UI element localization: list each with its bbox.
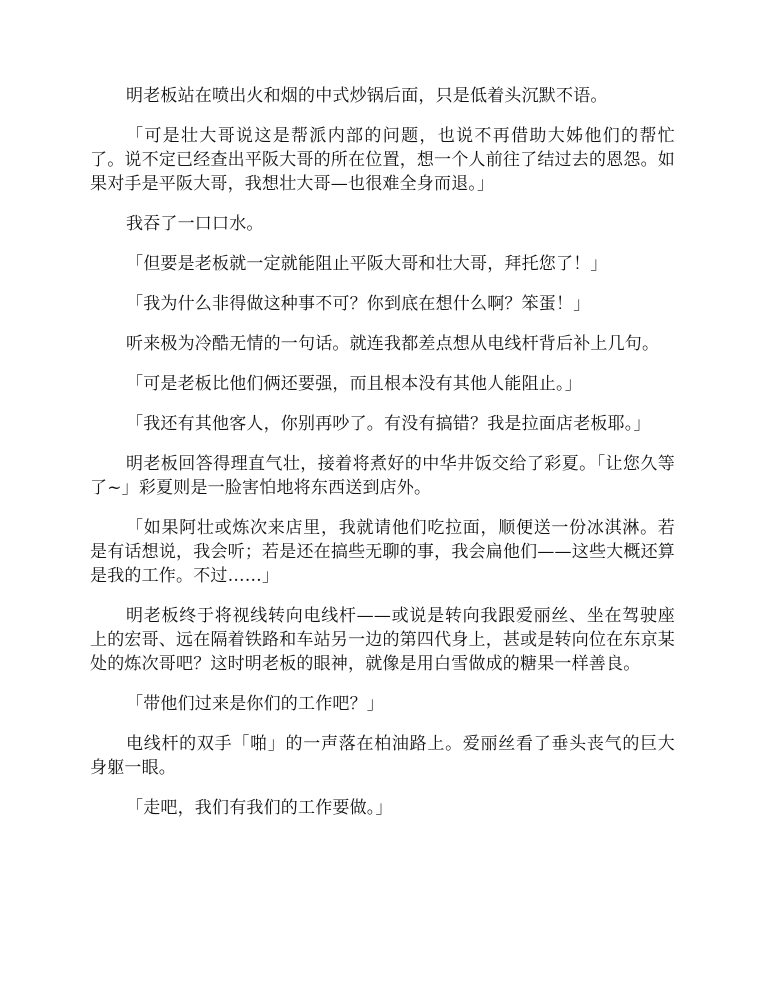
paragraph: 「我还有其他客人，你别再吵了。有没有搞错？我是拉面店老板耶。」 (126, 414, 651, 434)
paragraph: 明老板回答得理直气壮，接着将煮好的中华井饭交给了彩夏。「让您久等了~」彩夏则是一脸害怕地将东西送到店外。 (90, 454, 675, 498)
paragraph: 电线杆的双手「啪」的一声落在柏油路上。爱丽丝看了垂头丧气的巨大身躯一眼。 (90, 734, 675, 778)
paragraph: 明老板终于将视线转向电线杆——或说是转向我跟爱丽丝、坐在驾驶座上的宏哥、远在隔着铁路和车站另一边的第四代身上，甚或是转向位在东京某处的炼次哥吧？这时明老板的眼神，就像是用白雪做成的糖果一样善良。 (90, 606, 675, 674)
paragraph: 「走吧，我们有我们的工作要做。」 (126, 798, 393, 818)
paragraph: 「如果阿壮或炼次来店里，我就请他们吃拉面，顺便送一份冰淇淋。若是有话想说，我会听；若是还在搞些无聊的事，我会扁他们——这些大概还算是我的工作。不过……」 (90, 518, 675, 586)
paragraph: 明老板站在喷出火和烟的中式炒锅后面，只是低着头沉默不语。 (126, 86, 608, 106)
paragraph: 听来极为冷酷无情的一句话。就连我都差点想从电线杆背后补上几句。 (126, 334, 660, 354)
paragraph: 「可是壮大哥说这是帮派内部的问题，也说不再借助大姊他们的帮忙了。说不定已经查出平阪大哥的所在位置，想一个人前往了结过去的恩怨。如果对手是平阪大哥，我想壮大哥—也很难全身而退。」 (90, 126, 675, 194)
paragraph: 「我为什么非得做这种事不可？你到底在想什么啊？笨蛋！」 (126, 294, 591, 314)
paragraph: 「带他们过来是你们的工作吧？」 (126, 694, 384, 714)
paragraph: 「可是老板比他们俩还要强，而且根本没有其他人能阻止。」 (126, 374, 582, 394)
paragraph: 「但要是老板就一定就能阻止平阪大哥和壮大哥，拜托您了！」 (126, 254, 608, 274)
document-page (90, 84, 675, 836)
paragraph: 我吞了一口口水。 (126, 214, 264, 234)
